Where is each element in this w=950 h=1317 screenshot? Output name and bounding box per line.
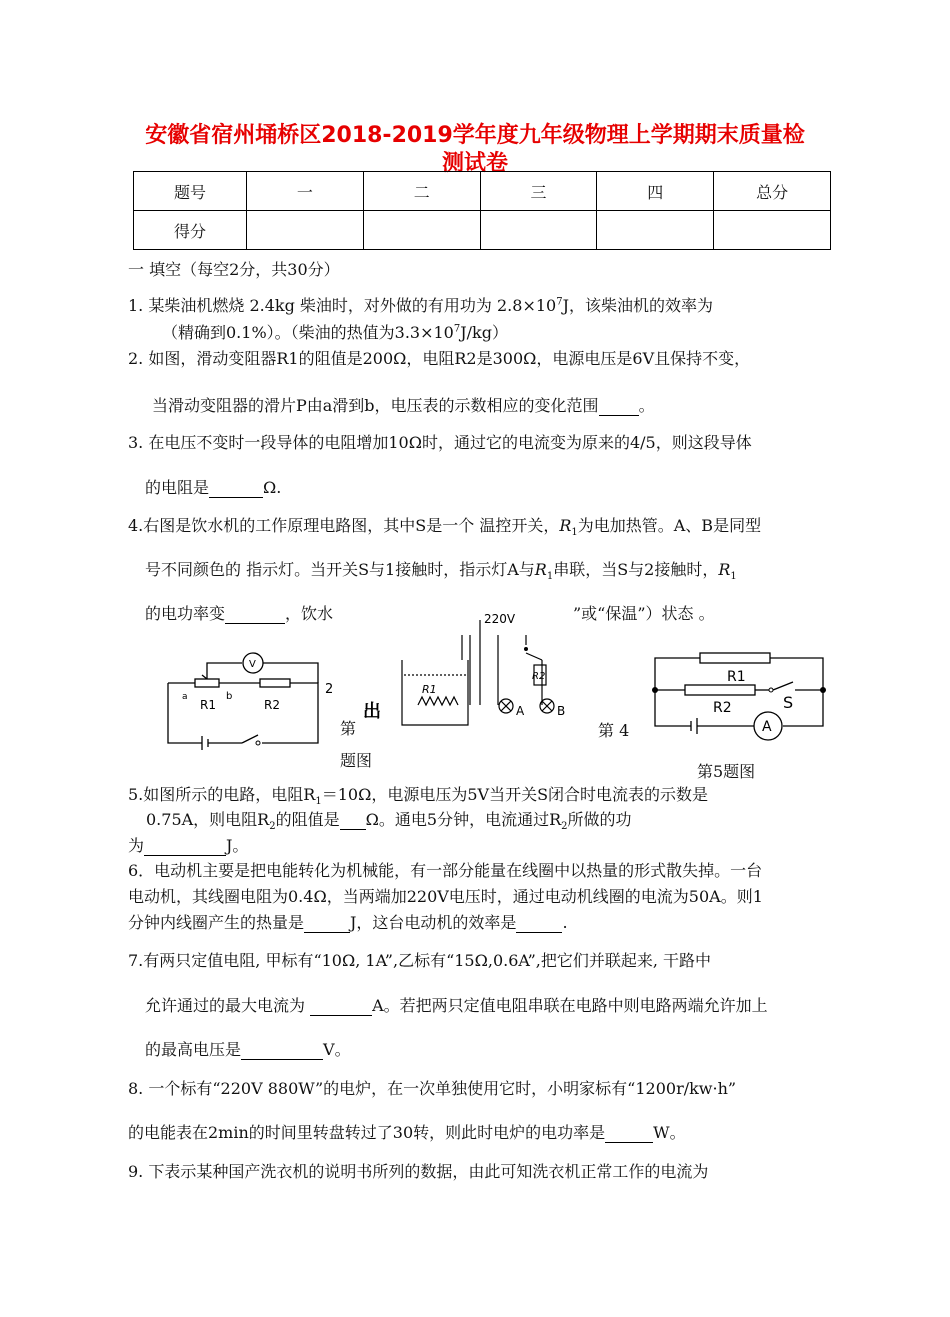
answer-blank[interactable] — [340, 810, 366, 830]
answer-blank[interactable] — [225, 604, 285, 624]
answer-blank[interactable] — [304, 913, 350, 933]
ammeter-label: A — [762, 719, 772, 735]
fig-label-r1: R1 — [727, 669, 746, 685]
question-1-cont — [162, 320, 508, 343]
score-cell — [597, 211, 714, 250]
row-label: 得分 — [134, 211, 247, 250]
q1-text-d: J/kg） — [460, 323, 508, 342]
fig-label-a: a — [182, 692, 188, 702]
q4-symbol: R — [718, 560, 731, 579]
question-3-cont — [145, 475, 281, 498]
fig-label-r2: R2 — [264, 698, 280, 712]
answer-blank[interactable] — [241, 1040, 323, 1060]
question-7: 7.有两只定值电阻, 甲标有“10Ω, 1A”,乙标有“15Ω,0.6A”,把它们并联起来, 干路中 — [128, 951, 712, 970]
score-cell — [714, 211, 831, 250]
q4-subscript: 1 — [730, 571, 737, 583]
q4-subscript: 1 — [546, 571, 554, 583]
question-1 — [128, 293, 713, 316]
question-7-cont-2 — [145, 1037, 351, 1060]
q5-subscript: 2 — [561, 821, 568, 833]
question-4-cont — [145, 557, 737, 582]
answer-blank[interactable] — [310, 996, 372, 1016]
q3-text-c: Ω. — [263, 478, 282, 497]
column-header: 总分 — [714, 172, 831, 211]
voltage-label: 220V — [484, 612, 516, 626]
q4-text-e: 的电功率变 — [145, 604, 226, 623]
q5-text-b: ＝10Ω，电源电压为5V当开关S闭合时电流表的示数是 — [321, 785, 709, 804]
question-4 — [128, 513, 761, 538]
q5-text-f: 所做的功 — [567, 810, 632, 829]
q5-text-c: 0.75A，则电阻R — [146, 810, 270, 829]
page-title-cont: 测试卷 — [441, 151, 508, 176]
q7-text-b: 允许通过的最大电流为 — [145, 996, 311, 1015]
column-header: 四 — [597, 172, 714, 211]
q5-text-h: J。 — [226, 836, 249, 855]
page-title: 安徽省宿州埇桥区2018-2019学年度九年级物理上学期期末质量检 — [145, 123, 805, 148]
answer-blank[interactable] — [599, 396, 639, 416]
q5-text-d: 的阻值是 — [275, 810, 340, 829]
q8-text-b: 的电能表在2min的时间里转盘转过了30转，则此时电炉的电功率是 — [128, 1123, 606, 1142]
q4-text-a: 4.右图是饮水机的工作原理电路图，其中S是一个 温控开关， — [128, 516, 560, 535]
fig-number: 2 — [325, 682, 334, 697]
score-cell — [247, 211, 364, 250]
figure-caption-q5: 第5题图 — [697, 762, 756, 781]
lamp-b-label: B — [557, 704, 566, 718]
q1-exponent-2: 7 — [453, 323, 461, 335]
fig-label-r1: R1 — [422, 683, 437, 696]
fig-label-r2: R2 — [713, 700, 732, 716]
q1-text-c: （精确到0.1%）。（柴油的热值为3.3×10 — [162, 323, 454, 342]
question-8-cont — [128, 1120, 686, 1143]
question-5-cont — [146, 807, 632, 832]
q3-text-b: 的电阻是 — [145, 478, 210, 497]
q1-text-b: J，该柴油机的效率为 — [562, 296, 714, 315]
question-7-cont — [145, 993, 768, 1016]
question-4-fragment: ”或“保温”）状态 。 — [573, 604, 715, 623]
q4-symbol: R — [559, 516, 572, 535]
answer-blank[interactable] — [605, 1123, 653, 1143]
answer-blank[interactable] — [209, 478, 263, 498]
question-6-cont: 电动机，其线圈电阻为0.4Ω，当两端加220V电压时，通过电动机线圈的电流为50A。则1 — [128, 887, 763, 906]
circuit-figure-q2 — [160, 645, 340, 750]
question-9: 9. 下表示某种国产洗衣机的说明书所列的数据，由此可知洗衣机正常工作的电流为 — [128, 1162, 709, 1181]
q7-text-e: V。 — [323, 1040, 351, 1059]
q5-subscript: 1 — [315, 796, 322, 808]
figure-caption-q2: 第 — [340, 719, 357, 738]
fig-label-r1: R1 — [200, 698, 216, 712]
question-6: 6．电动机主要是把电能转化为机械能，有一部分能量在线圈中以热量的形式散失掉。一台 — [128, 861, 763, 880]
q6-text-d: J，这台电动机的效率是 — [350, 913, 517, 932]
answer-blank[interactable] — [144, 836, 226, 856]
q4-text-d: 串联，当S与2接触时， — [553, 560, 719, 579]
section-heading: 一 填空（每空2分，共30分） — [128, 260, 340, 279]
figure-caption-q4: 第 4 — [598, 721, 630, 740]
column-header: 二 — [363, 172, 480, 211]
fig-label-r2: R2 — [532, 671, 546, 682]
table-row — [134, 172, 831, 211]
circuit-figure-q4 — [358, 605, 583, 735]
q5-text-g: 为 — [128, 836, 145, 855]
q5-text-a: 5.如图所示的电路，电阻R — [128, 785, 316, 804]
q6-text-c: 分钟内线圈产生的热量是 — [128, 913, 305, 932]
q1-text: 1. 某柴油机燃烧 2.4kg 柴油时，对外做的有用功为 2.8×10 — [128, 296, 557, 315]
column-header: 一 — [247, 172, 364, 211]
question-5 — [128, 782, 708, 807]
fig-fragment: 出 — [363, 701, 381, 722]
q4-text-c: 号不同颜色的 指示灯。当开关S与1接触时，指示灯A与 — [145, 560, 535, 579]
score-cell — [480, 211, 597, 250]
q5-subscript: 2 — [269, 821, 276, 833]
question-2: 2. 如图，滑动变阻器R1的阻值是200Ω，电阻R2是300Ω，电源电压是6V且保持不变， — [128, 349, 751, 368]
answer-blank[interactable] — [516, 913, 562, 933]
lamp-a-label: A — [516, 704, 525, 718]
score-table — [133, 171, 831, 250]
q1-exponent: 7 — [556, 296, 563, 308]
q8-text-c: W。 — [653, 1123, 686, 1142]
fig-label-b: b — [226, 691, 233, 702]
question-4-cont-2 — [145, 601, 333, 624]
q5-text-e: Ω。通电5分钟，电流通过R — [365, 810, 562, 829]
q4-text-b: 为电加热管。A、B是同型 — [577, 516, 762, 535]
question-2-cont — [152, 393, 655, 416]
column-header: 三 — [480, 172, 597, 211]
question-5-cont-2 — [128, 833, 248, 856]
q2-text-c: 。 — [638, 396, 655, 415]
circuit-figure-q5 — [645, 648, 835, 743]
q2-text-b: 当滑动变阻器的滑片P由a滑到b，电压表的示数相应的变化范围 — [152, 396, 599, 415]
q7-text-c: A。若把两只定值电阻串联在电路中则电路两端允许加上 — [372, 996, 768, 1015]
score-cell — [363, 211, 480, 250]
table-row — [134, 211, 831, 250]
q4-symbol: R — [534, 560, 547, 579]
q7-text-d: 的最高电压是 — [145, 1040, 242, 1059]
row-label: 题号 — [134, 172, 247, 211]
q4-subscript: 1 — [571, 527, 578, 539]
question-8: 8. 一个标有“220V 880W”的电炉，在一次单独使用它时，小明家标有“1200r/kw·h” — [128, 1079, 737, 1098]
switch-label: S — [783, 693, 794, 712]
q4-text-f: ，饮水 — [285, 604, 334, 623]
question-3: 3. 在电压不变时一段导体的电阻增加10Ω时，通过它的电流变为原来的4/5，则这段导体 — [128, 433, 752, 452]
q6-text-e: . — [562, 913, 568, 932]
question-6-cont-2 — [128, 910, 568, 933]
figure-caption-q2-b: 题图 — [340, 751, 373, 770]
voltmeter-label: V — [249, 659, 256, 670]
